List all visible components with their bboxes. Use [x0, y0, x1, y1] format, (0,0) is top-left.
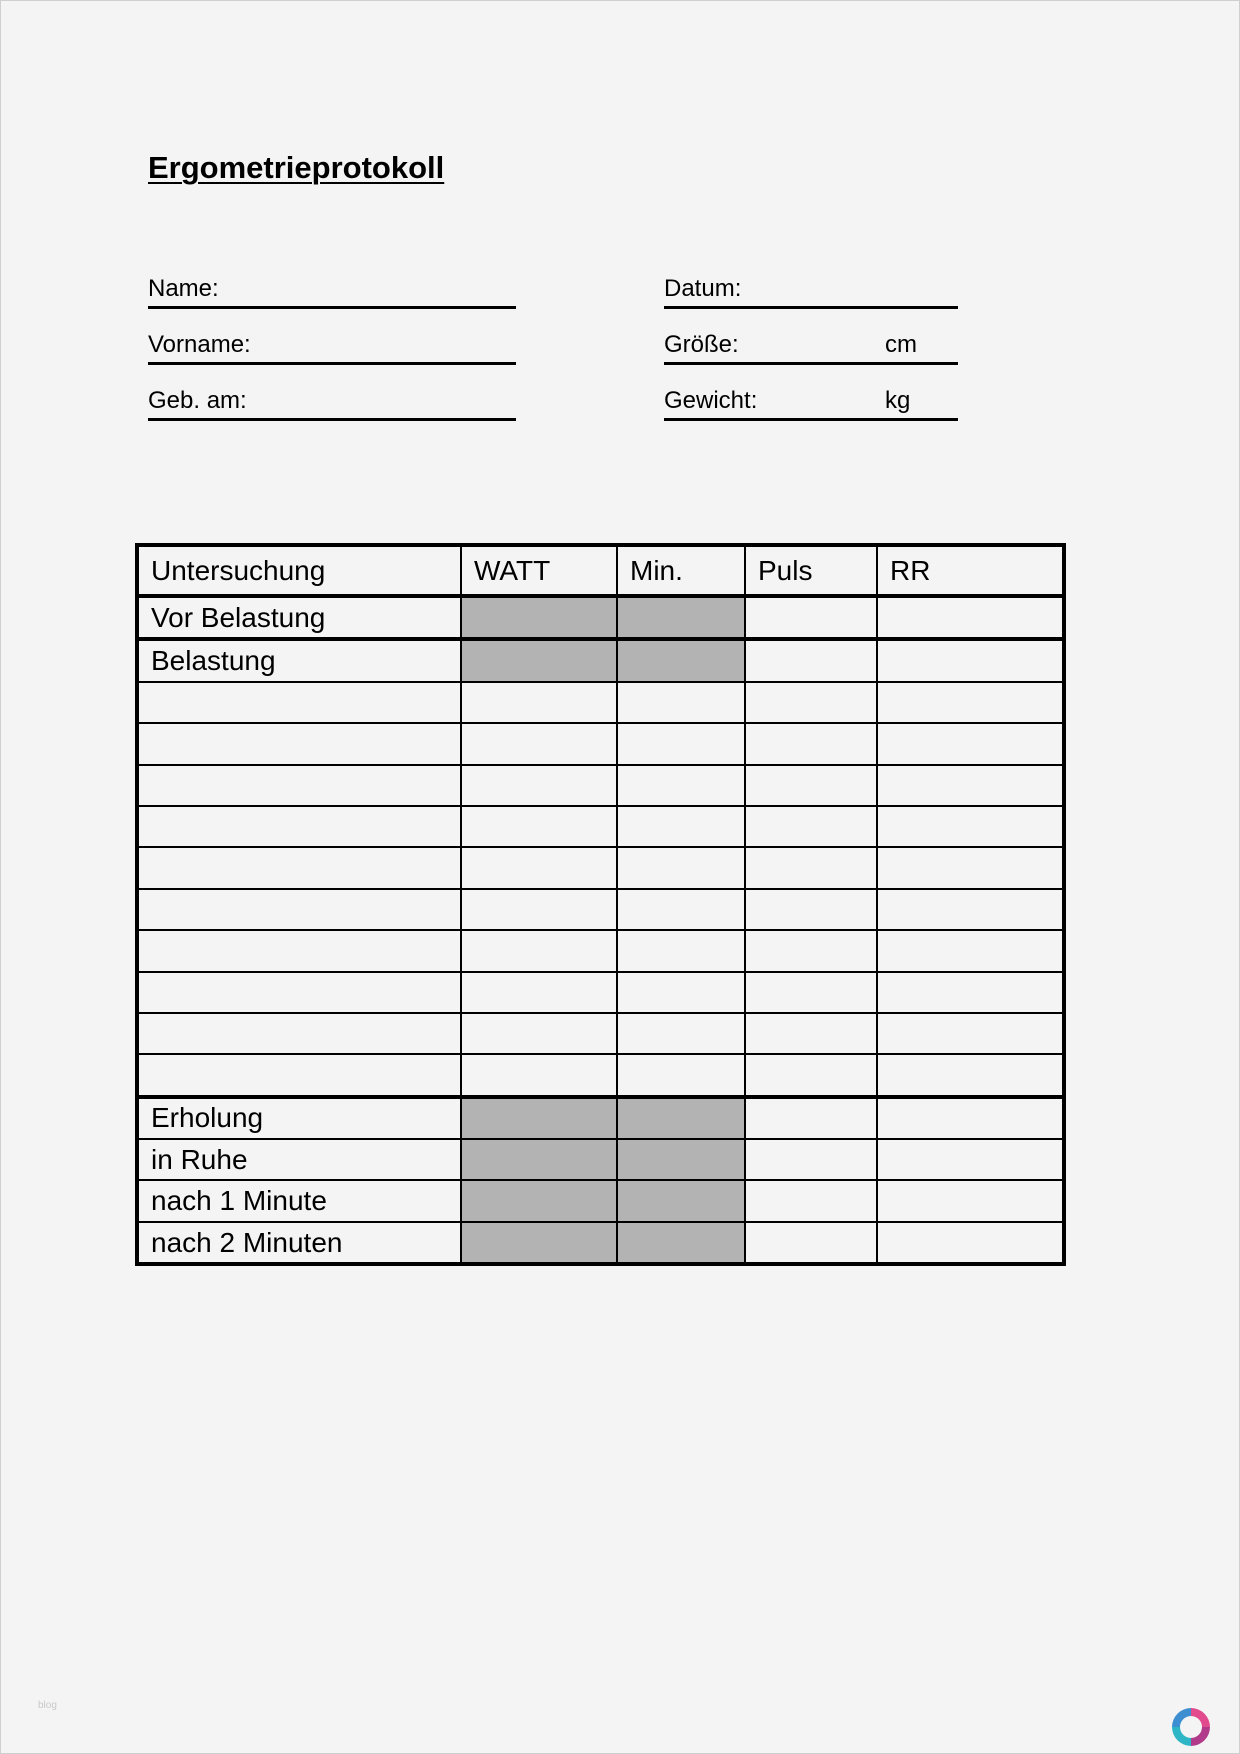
header-rr: RR — [877, 545, 1064, 596]
cell-watt — [461, 1222, 617, 1264]
table-row — [137, 723, 1064, 764]
cell-puls[interactable] — [745, 806, 877, 847]
cell-rr[interactable] — [877, 1097, 1064, 1139]
cell-watt[interactable] — [461, 847, 617, 888]
cell-rr[interactable] — [877, 639, 1064, 681]
gewicht-label: Gewicht: — [664, 387, 758, 414]
cell-min[interactable] — [617, 1054, 745, 1096]
name-field[interactable] — [148, 272, 516, 309]
cell-puls[interactable] — [745, 972, 877, 1013]
row-label: Vor Belastung — [137, 596, 461, 639]
cell-min[interactable] — [617, 765, 745, 806]
cell-min — [617, 1097, 745, 1139]
table-row — [137, 930, 1064, 971]
row-label — [137, 847, 461, 888]
table-row — [137, 889, 1064, 930]
cell-puls[interactable] — [745, 682, 877, 723]
document-title: Ergometrieprotokoll — [148, 150, 445, 185]
row-label: Erholung — [137, 1097, 461, 1139]
table-row — [137, 1139, 1064, 1180]
table-row — [137, 1054, 1064, 1096]
cell-min[interactable] — [617, 682, 745, 723]
brand-logo-icon — [1168, 1704, 1214, 1750]
cell-puls[interactable] — [745, 1054, 877, 1096]
geburtsdatum-field[interactable] — [148, 384, 516, 421]
table-row — [137, 1222, 1064, 1264]
ergometry-table — [135, 543, 1066, 1266]
row-label — [137, 682, 461, 723]
cell-puls[interactable] — [745, 930, 877, 971]
header-puls: Puls — [745, 545, 877, 596]
row-label — [137, 1054, 461, 1096]
cell-puls[interactable] — [745, 847, 877, 888]
header-watt: WATT — [461, 545, 617, 596]
cell-watt[interactable] — [461, 972, 617, 1013]
cell-rr[interactable] — [877, 682, 1064, 723]
table-row — [137, 765, 1064, 806]
cell-rr[interactable] — [877, 596, 1064, 639]
cell-watt — [461, 1180, 617, 1221]
cell-rr[interactable] — [877, 765, 1064, 806]
cell-watt[interactable] — [461, 1013, 617, 1054]
name-label: Name: — [148, 275, 219, 302]
cell-min[interactable] — [617, 889, 745, 930]
cell-puls[interactable] — [745, 1013, 877, 1054]
table-row — [137, 682, 1064, 723]
row-label — [137, 723, 461, 764]
table-row — [137, 806, 1064, 847]
table-row — [137, 847, 1064, 888]
table-header-row — [137, 545, 1064, 596]
row-label — [137, 806, 461, 847]
cell-min — [617, 596, 745, 639]
cell-min[interactable] — [617, 930, 745, 971]
groesse-field[interactable] — [664, 328, 958, 365]
cell-min — [617, 1180, 745, 1221]
cell-min — [617, 639, 745, 681]
table-row — [137, 1097, 1064, 1139]
cell-watt[interactable] — [461, 1054, 617, 1096]
table-row — [137, 1180, 1064, 1221]
cell-rr[interactable] — [877, 806, 1064, 847]
cell-rr[interactable] — [877, 723, 1064, 764]
cell-rr[interactable] — [877, 972, 1064, 1013]
groesse-label: Größe: — [664, 331, 739, 358]
vorname-label: Vorname: — [148, 331, 251, 358]
cell-min[interactable] — [617, 847, 745, 888]
table-row — [137, 972, 1064, 1013]
cell-watt[interactable] — [461, 723, 617, 764]
cell-watt[interactable] — [461, 806, 617, 847]
cell-watt[interactable] — [461, 889, 617, 930]
gewicht-field[interactable] — [664, 384, 958, 421]
table-body — [137, 596, 1064, 1264]
gewicht-unit: kg — [885, 387, 911, 414]
groesse-unit: cm — [885, 331, 917, 358]
cell-puls[interactable] — [745, 723, 877, 764]
cell-watt — [461, 639, 617, 681]
cell-min — [617, 1139, 745, 1180]
row-label: nach 2 Minuten — [137, 1222, 461, 1264]
row-label — [137, 765, 461, 806]
cell-puls[interactable] — [745, 1139, 877, 1180]
row-label — [137, 889, 461, 930]
row-label — [137, 972, 461, 1013]
header-min: Min. — [617, 545, 745, 596]
cell-rr[interactable] — [877, 1180, 1064, 1221]
cell-puls[interactable] — [745, 1222, 877, 1264]
row-label: nach 1 Minute — [137, 1180, 461, 1221]
datum-label: Datum: — [664, 275, 742, 302]
cell-rr[interactable] — [877, 930, 1064, 971]
cell-puls[interactable] — [745, 1097, 877, 1139]
cell-puls[interactable] — [745, 596, 877, 639]
watermark: blog — [38, 1700, 57, 1711]
header-untersuchung: Untersuchung — [137, 545, 461, 596]
cell-min[interactable] — [617, 806, 745, 847]
cell-rr[interactable] — [877, 1013, 1064, 1054]
geburtsdatum-label: Geb. am: — [148, 387, 247, 414]
cell-rr[interactable] — [877, 889, 1064, 930]
table-row — [137, 639, 1064, 681]
cell-watt[interactable] — [461, 682, 617, 723]
table-row — [137, 596, 1064, 639]
cell-watt[interactable] — [461, 765, 617, 806]
cell-rr[interactable] — [877, 1139, 1064, 1180]
cell-puls[interactable] — [745, 889, 877, 930]
vorname-field[interactable] — [148, 328, 516, 365]
cell-puls[interactable] — [745, 639, 877, 681]
cell-rr[interactable] — [877, 1054, 1064, 1096]
cell-watt — [461, 1097, 617, 1139]
row-label — [137, 1013, 461, 1054]
cell-watt[interactable] — [461, 930, 617, 971]
row-label: in Ruhe — [137, 1139, 461, 1180]
table-row — [137, 1013, 1064, 1054]
cell-puls[interactable] — [745, 765, 877, 806]
cell-min[interactable] — [617, 723, 745, 764]
cell-rr[interactable] — [877, 1222, 1064, 1264]
cell-min[interactable] — [617, 972, 745, 1013]
row-label — [137, 930, 461, 971]
cell-watt — [461, 1139, 617, 1180]
cell-min — [617, 1222, 745, 1264]
cell-rr[interactable] — [877, 847, 1064, 888]
cell-min[interactable] — [617, 1013, 745, 1054]
cell-puls[interactable] — [745, 1180, 877, 1221]
cell-watt — [461, 596, 617, 639]
row-label: Belastung — [137, 639, 461, 681]
datum-field[interactable] — [664, 272, 958, 309]
